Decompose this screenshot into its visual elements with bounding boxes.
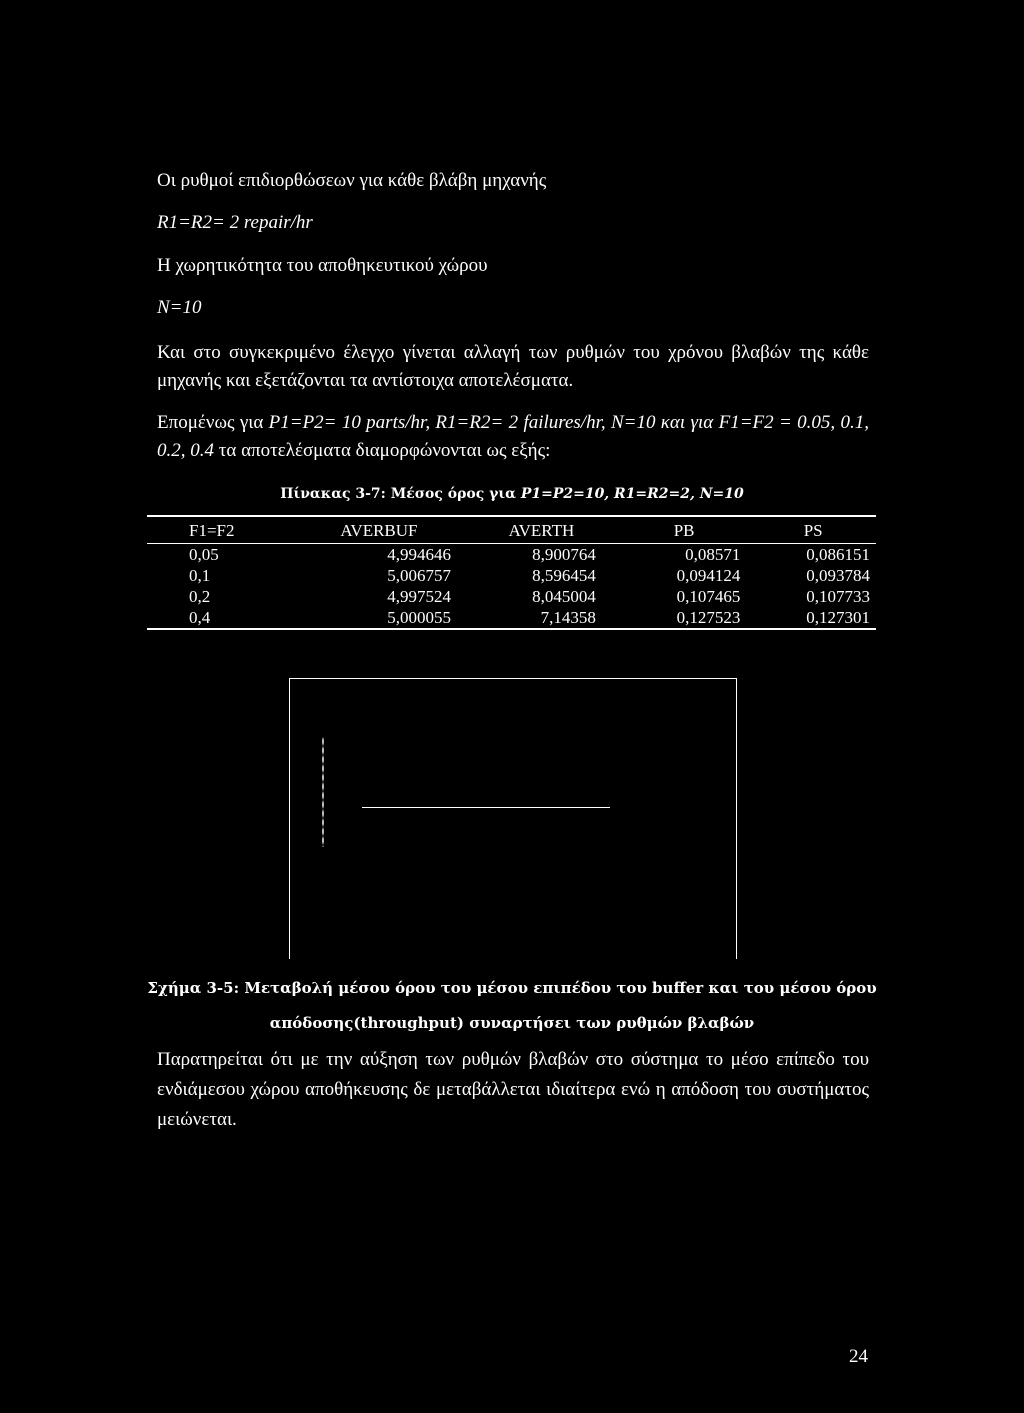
table-cell: 0,05 bbox=[189, 545, 219, 564]
paragraph-conclusion: Παρατηρείται ότι με την αύξηση των ρυθμών βλαβών στο σύστημα το μέσο επίπεδο του ενδιάμεσου χώρου αποθήκευσης δε μεταβάλλεται ιδιαίτερα ενώ η απόδοση του συστήματος μειώνεται. bbox=[157, 1049, 869, 1130]
table-cell: 0,08571 bbox=[685, 545, 741, 564]
parameters-values: P1=P2= 10 parts/hr, R1=R2= 2 failures/hr, N=10 και για F1=F2 = 0.05, 0.1, 0.2, 0.4 bbox=[157, 412, 869, 461]
table-cell: 0,127301 bbox=[806, 608, 870, 627]
table-cell: 5,006757 bbox=[387, 566, 451, 585]
table-cell: 0,4 bbox=[189, 608, 211, 627]
column-header: PS bbox=[803, 520, 823, 540]
table-cell: 5,000055 bbox=[387, 608, 451, 627]
table-cell: 8,596454 bbox=[532, 566, 596, 585]
text-line-capacity: Η χωρητικότητα του αποθηκευτικού χώρου bbox=[157, 255, 488, 276]
table-cell: 0,094124 bbox=[676, 566, 741, 585]
table-header-row bbox=[147, 516, 876, 544]
paragraph-test-description: Και στο συγκεκριμένο έλεγχο γίνεται αλλαγή των ρυθμών του χρόνου βλαβών της κάθε μηχανής και εξετάζονται τα αντίστοιχα αποτελέσματα. bbox=[157, 342, 869, 391]
figure-caption-line-2: απόδοσης(throughput) συναρτήσει των ρυθμών βλαβών bbox=[269, 1014, 755, 1032]
table-cell: 0,2 bbox=[189, 587, 211, 606]
table-caption bbox=[0, 486, 1024, 502]
table-cell: 7,14358 bbox=[540, 608, 596, 627]
figure-horizontal-line bbox=[362, 807, 610, 808]
parameters-suffix: τα αποτελέσματα διαμορφώνονται ως εξής: bbox=[214, 440, 551, 461]
table-cell: 0,093784 bbox=[806, 566, 870, 585]
table-cell: 0,127523 bbox=[676, 608, 741, 627]
table-caption-params: P1=P2=10, R1=R2=2, N=10 bbox=[520, 486, 744, 502]
table-row bbox=[147, 544, 876, 566]
paragraph-parameters bbox=[157, 409, 869, 465]
column-header: AVERBUF bbox=[340, 520, 418, 540]
text-line-n-value: N=10 bbox=[157, 297, 202, 318]
table-cell: 4,997524 bbox=[387, 587, 451, 606]
table-row bbox=[147, 586, 876, 607]
figure-caption-line-1: Σχήμα 3-5: Μεταβολή μέσου όρου του μέσου επιπέδου του buffer και του μέσου όρου bbox=[147, 979, 877, 997]
table-cell: 0,086151 bbox=[806, 545, 870, 564]
table-cell: 8,900764 bbox=[532, 545, 596, 564]
text-line-r-values: R1=R2= 2 repair/hr bbox=[157, 212, 313, 233]
page-number: 24 bbox=[849, 1346, 868, 1367]
text-line-repair-rates: Οι ρυθμοί επιδιορθώσεων για κάθε βλάβη μηχανής bbox=[157, 170, 547, 191]
figure-frame bbox=[289, 678, 737, 959]
results-table bbox=[147, 515, 876, 630]
table-cell: 0,107733 bbox=[806, 587, 870, 606]
table-row bbox=[147, 607, 876, 629]
table-row bbox=[147, 565, 876, 586]
figure-dotted-axis bbox=[322, 737, 324, 847]
table-caption-prefix: Πίνακας 3-7: Μέσος όρος για bbox=[280, 486, 521, 502]
table-cell: 4,994646 bbox=[387, 545, 451, 564]
table-cell: 0,1 bbox=[189, 566, 211, 585]
column-header: F1=F2 bbox=[189, 520, 235, 540]
column-header: PB bbox=[673, 520, 695, 540]
parameters-prefix: Επομένως για bbox=[157, 412, 269, 433]
table-cell: 8,045004 bbox=[532, 587, 596, 606]
table-cell: 0,107465 bbox=[676, 587, 741, 606]
column-header: AVERTH bbox=[508, 520, 575, 540]
